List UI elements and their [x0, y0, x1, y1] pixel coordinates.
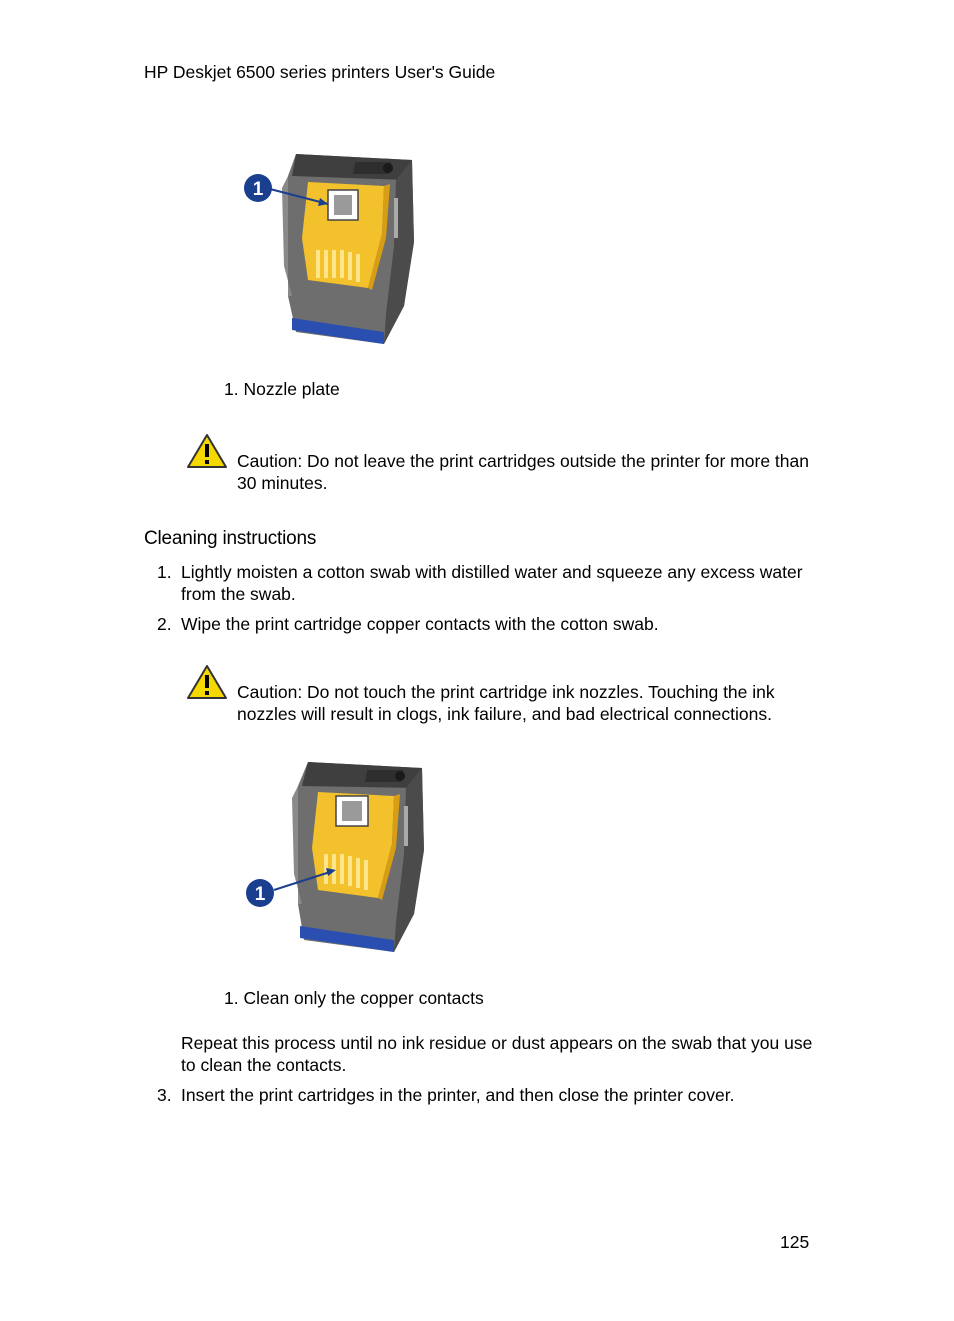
- warning-icon: [186, 433, 228, 469]
- callout-number: 1: [254, 884, 266, 905]
- list-item: [144, 561, 824, 605]
- list-item: [144, 1084, 824, 1106]
- step-number: 1.: [157, 562, 172, 582]
- caution-text: Caution: Do not touch the print cartridge ink nozzles. Touching the ink nozzles will result in clogs, ink failure, and bad electrical connections.: [237, 682, 775, 724]
- repeat-paragraph: Repeat this process until no ink residue or dust appears on the swab that you use to clean the contacts.: [181, 1033, 813, 1075]
- step-number: 2.: [157, 614, 172, 634]
- caution-text: Caution: Do not leave the print cartridges outside the printer for more than 30 minutes.: [237, 451, 809, 493]
- list-item: [144, 613, 824, 635]
- instruction-steps-continued: [144, 1084, 824, 1106]
- page-header: HP Deskjet 6500 series printers User's Guide: [144, 62, 496, 82]
- figure-caption: 1. Clean only the copper contacts: [224, 988, 484, 1008]
- section-title: Cleaning instructions: [144, 528, 317, 549]
- step-text: Insert the print cartridges in the printer, and then close the printer cover.: [181, 1085, 735, 1105]
- warning-icon: [186, 664, 228, 700]
- cartridge-figure-nozzle-plate: [236, 146, 426, 350]
- caution-note: [186, 433, 826, 503]
- instruction-steps: [144, 561, 824, 635]
- step-text: Lightly moisten a cotton swab with distilled water and squeeze any excess water from the swab.: [181, 562, 803, 604]
- cartridge-figure-copper-contacts: [238, 754, 433, 958]
- page-number: 125: [780, 1232, 810, 1252]
- step-number: 3.: [157, 1085, 172, 1105]
- figure-caption: 1. Nozzle plate: [224, 379, 340, 399]
- caution-note: [186, 664, 826, 734]
- callout-number: 1: [252, 179, 264, 200]
- step-text: Wipe the print cartridge copper contacts with the cotton swab.: [181, 614, 659, 634]
